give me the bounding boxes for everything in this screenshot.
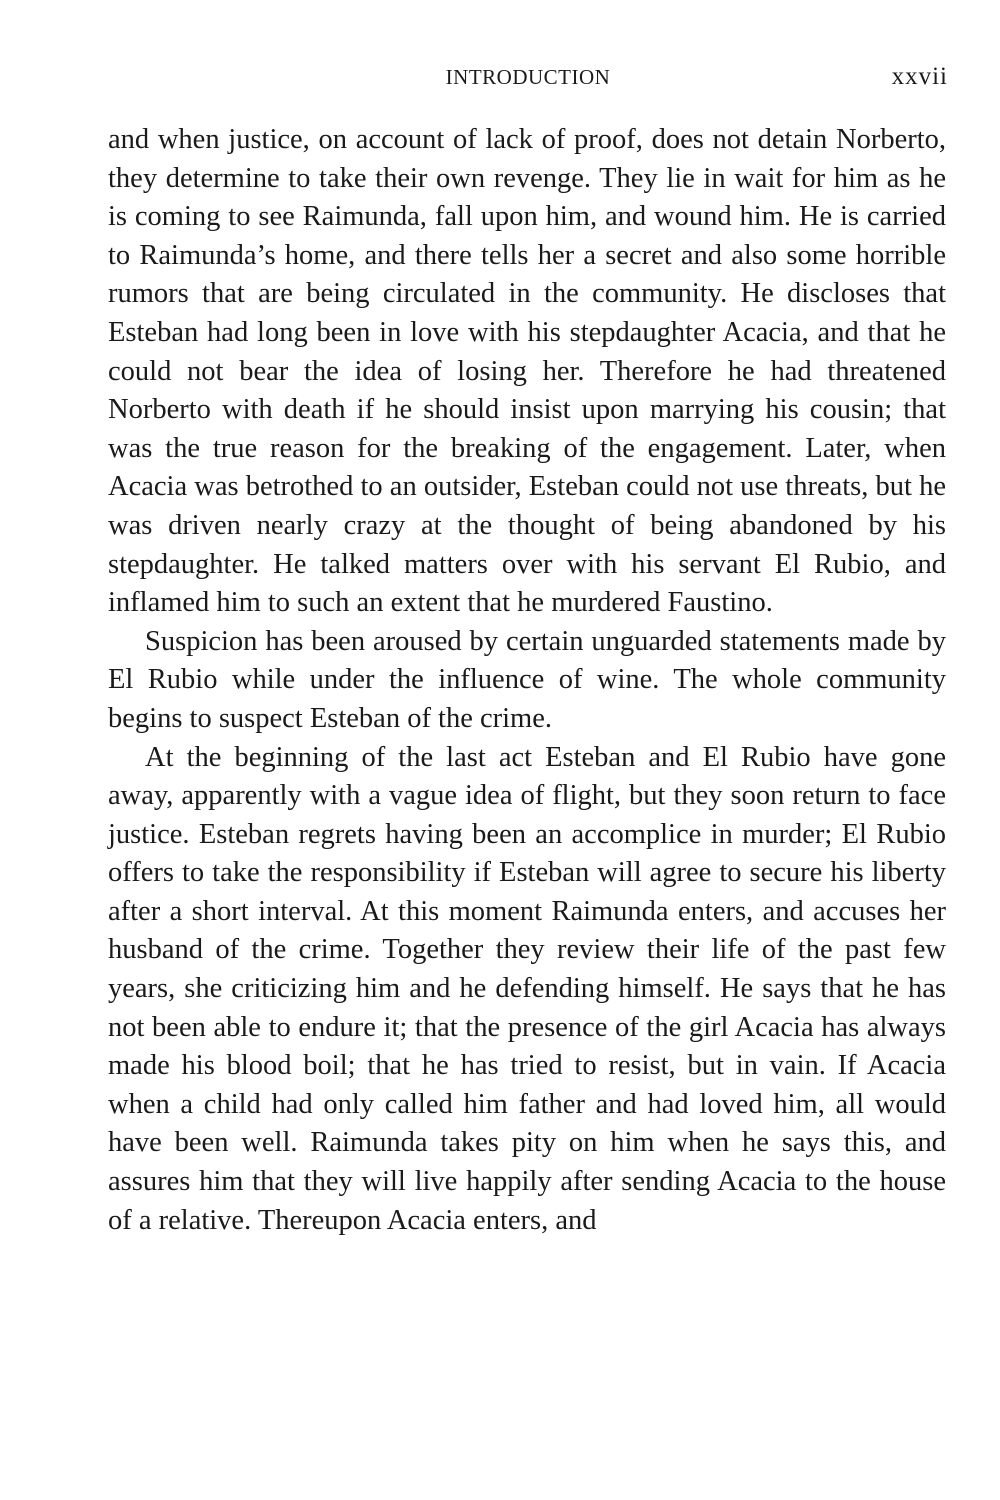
page-number: xxvii (891, 63, 948, 90)
paragraph-continuation: and when justice, on account of lack of proof, does not detain Norberto, they determine to take their own revenge. They lie in wait for him as he is coming to see Raimunda, fall upon him, and wound him. He is carried to Raimunda’s home, and there tells her a secret and also some horrible rumors that are being circulated in the community. He discloses that Esteban had long been in love with his stepdaughter Acacia, and that he could not bear the idea of losing her. Therefore he had threatened Norberto with death if he should insist upon marrying his cousin; that was the true reason for the breaking of the engagement. Later, when Acacia was betrothed to an outsider, Esteban could not use threats, but he was driven nearly crazy at the thought of being abandoned by his stepdaughter. He talked matters over with his servant El Rubio, and inflamed him to such an extent that he murdered Faustino. (108, 124, 946, 619)
running-head (108, 60, 948, 94)
paragraph-last-act: At the beginning of the last act Esteban and El Rubio have gone away, apparently with a vague idea of flight, but they soon return to face justice. Esteban regrets having been an accomplice in murder; El Rubio offers to take the responsibility if Esteban will agree to secure his liberty after a short interval. At this moment Raimunda enters, and accuses her husband of the crime. Together they review their life of the past few years, she criticizing him and he defending himself. He says that he has not been able to endure it; that the presence of the girl Acacia has always made his blood boil; that he has tried to resist, but in vain. If Acacia when a child had only called him father and had loved him, all would have been well. Raimunda takes pity on him when he says this, and assures him that they will live happily after sending Acacia to the house of a relative. Thereupon Acacia enters, and (108, 741, 946, 1236)
running-title: INTRODUCTION (445, 65, 611, 89)
body-text (108, 121, 946, 1240)
paragraph-suspicion: Suspicion has been aroused by certain unguarded statements made by El Rubio while under the influence of wine. The whole community begins to suspect Esteban of the crime. (108, 625, 946, 734)
